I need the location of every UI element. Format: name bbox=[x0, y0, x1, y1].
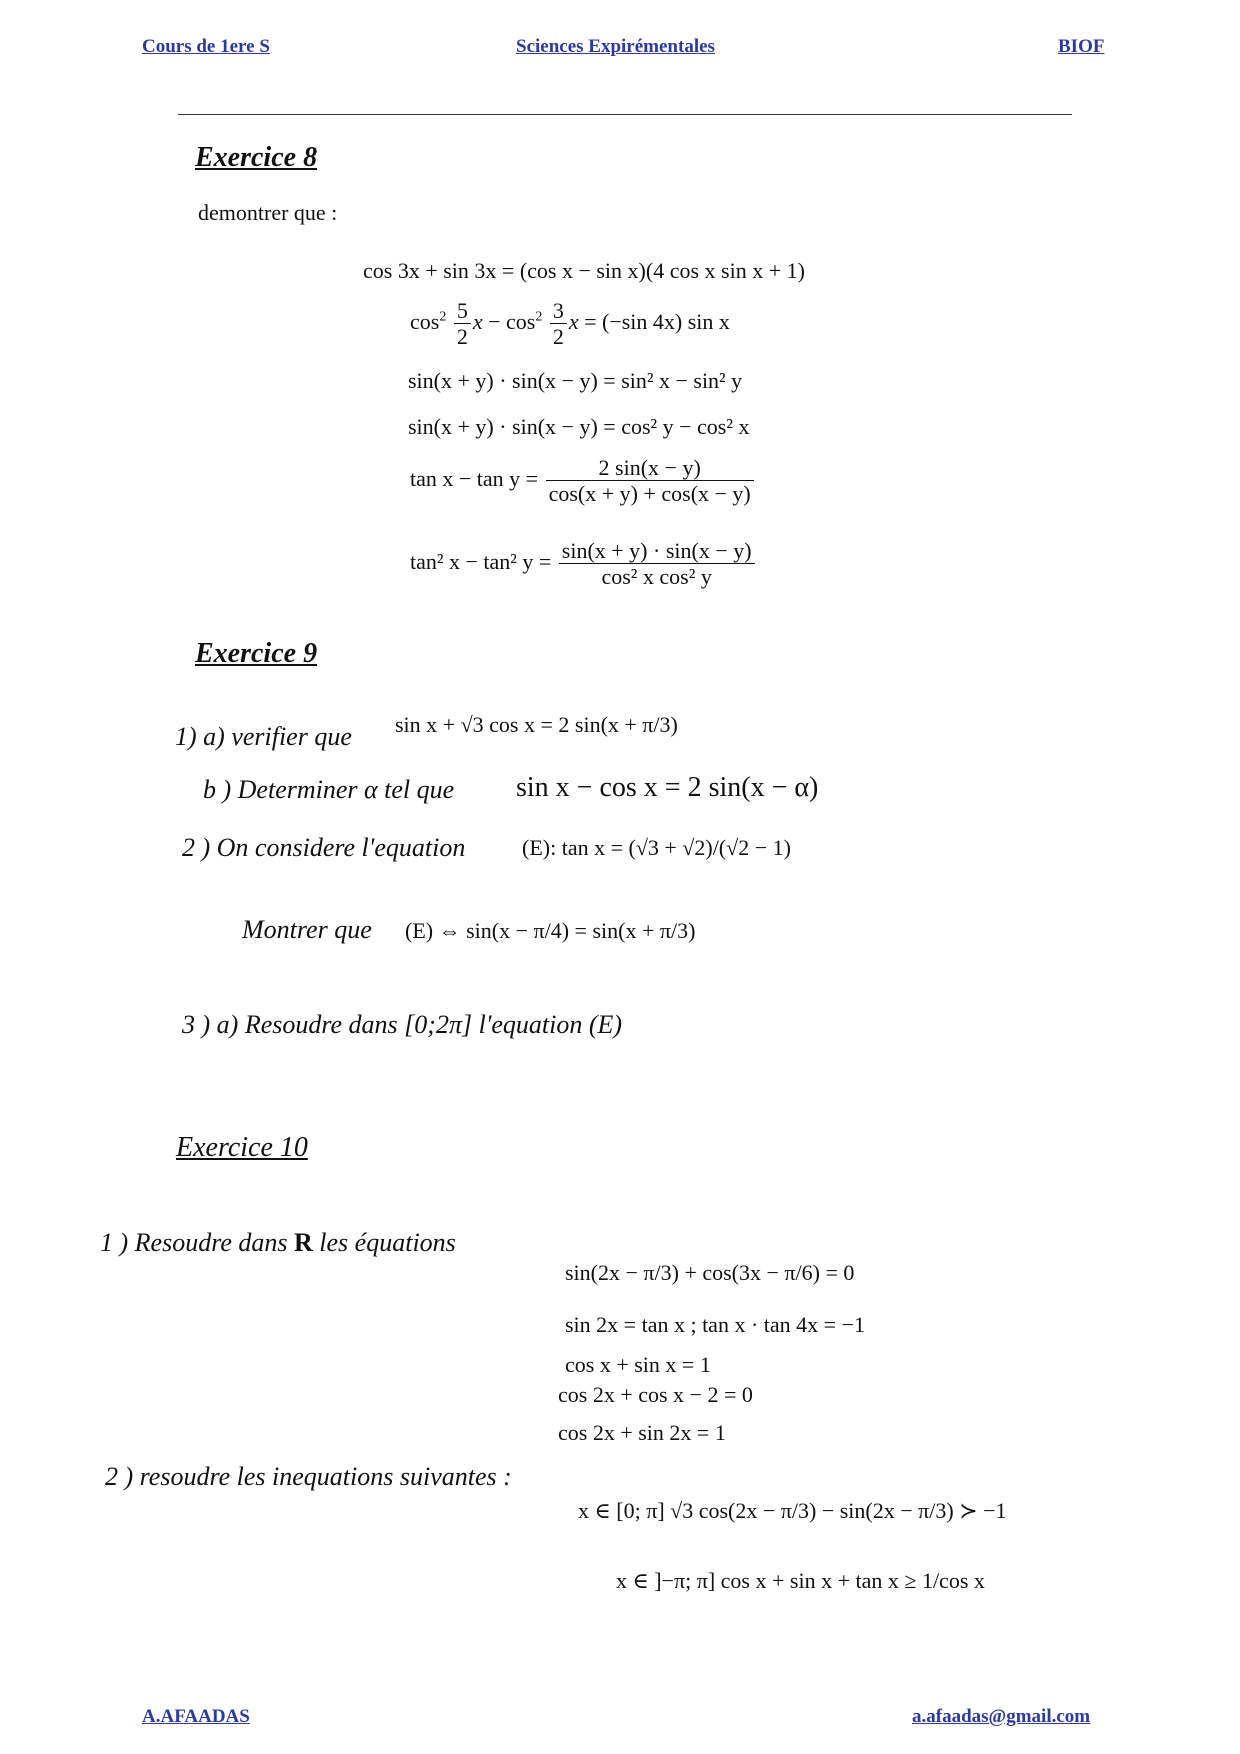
ex9-q2-equation: (E): tan x = (√3 + √2)/(√2 − 1) bbox=[522, 835, 791, 860]
ex8-eq6-numerator: sin(x + y) · sin(x − y) bbox=[559, 538, 755, 564]
ex9-q2-show-equation: (E) ⇔ sin(x − π/4) = sin(x + π/3) bbox=[405, 918, 696, 943]
ex8-equation-2: $\cos^2$ $\frac{5}{2}$ $x - \cos^2$ $\frac{3}{2}$ x = (−sin 4x) sin x bbox=[410, 298, 730, 350]
ex8-eq6-denominator: cos² x cos² y bbox=[601, 564, 712, 590]
ex9-q3-rest: l'equation (E) bbox=[478, 1010, 623, 1039]
ex9-q3-label bbox=[182, 1010, 622, 1040]
ex10-q2-inequation-2: x ∈ ]−π; π] cos x + sin x + tan x ≥ 1/cos x bbox=[616, 1568, 985, 1593]
ex9-q1a-label: 1) a) verifier que bbox=[175, 722, 352, 751]
ex8-equation-3: sin(x + y) · sin(x − y) = sin² x − sin² y bbox=[408, 368, 743, 393]
ex9-q1b-label: b ) Determiner α tel que bbox=[203, 775, 455, 804]
exercise-8-intro: demontrer que : bbox=[198, 200, 338, 225]
ex9-q1b-equation: sin x − cos x = 2 sin(x − α) bbox=[516, 772, 819, 803]
ex9-q3-prefix: 3 ) a) Resoudre dans bbox=[182, 1010, 398, 1039]
ex10-q1-equation-5: cos 2x + sin 2x = 1 bbox=[558, 1420, 726, 1445]
footer-author[interactable]: A.AFAADAS bbox=[142, 1706, 250, 1727]
ex10-q1-equation-3: cos x + sin x = 1 bbox=[565, 1352, 711, 1377]
ex10-q2-label: 2 ) resoudre les inequations suivantes : bbox=[105, 1462, 512, 1491]
ex8-equation-4: sin(x + y) · sin(x − y) = cos² y − cos² x bbox=[408, 414, 750, 439]
ex8-eq5-numerator: 2 sin(x − y) bbox=[546, 455, 754, 481]
ex8-eq6-lhs: tan² x − tan² y = bbox=[410, 548, 552, 574]
ex8-equation-2-rhs: = (−sin 4x) sin x bbox=[584, 308, 730, 334]
footer-email-link[interactable]: a.afaadas@gmail.com bbox=[912, 1706, 1091, 1727]
ex9-q3-interval: [0;2π] bbox=[404, 1010, 473, 1039]
ex8-equation-1: cos 3x + sin 3x = (cos x − sin x)(4 cos x sin x + 1) bbox=[363, 258, 805, 283]
ex8-eq5-lhs: tan x − tan y = bbox=[410, 465, 539, 491]
ex10-q1-label-R: R bbox=[294, 1228, 313, 1257]
ex9-q1a-equation: sin x + √3 cos x = 2 sin(x + π/3) bbox=[395, 712, 678, 737]
ex10-q1-label-a: 1 ) Resoudre dans bbox=[100, 1228, 295, 1257]
header-program[interactable]: BIOF bbox=[1058, 36, 1105, 57]
header-section[interactable]: Sciences Expirémentales bbox=[516, 36, 715, 57]
ex8-equation-6 bbox=[410, 538, 757, 590]
header-divider bbox=[178, 114, 1072, 115]
ex10-q1-label bbox=[100, 1228, 456, 1258]
ex10-q1-equation-1: sin(2x − π/3) + cos(3x − π/6) = 0 bbox=[565, 1260, 855, 1285]
exercise-9-title: Exercice 9 bbox=[195, 638, 318, 669]
ex10-q1-equation-4: cos 2x + cos x − 2 = 0 bbox=[558, 1382, 753, 1407]
ex8-eq5-denominator: cos(x + y) + cos(x − y) bbox=[548, 481, 751, 507]
ex10-q2-inequation-1: x ∈ [0; π] √3 cos(2x − π/3) − sin(2x − π/3) ≻ −1 bbox=[578, 1498, 1007, 1523]
ex9-q2-show-label: Montrer que bbox=[242, 915, 372, 944]
exercise-8-title: Exercice 8 bbox=[195, 142, 318, 173]
header-course[interactable]: Cours de 1ere S bbox=[142, 36, 270, 57]
ex8-equation-5 bbox=[410, 455, 756, 507]
ex9-q2-label: 2 ) On considere l'equation bbox=[182, 833, 466, 862]
exercise-10-title: Exercice 10 bbox=[176, 1132, 308, 1163]
ex10-q1-label-b: les équations bbox=[312, 1228, 456, 1257]
ex10-q1-equation-2: sin 2x = tan x ; tan x · tan 4x = −1 bbox=[565, 1312, 865, 1337]
